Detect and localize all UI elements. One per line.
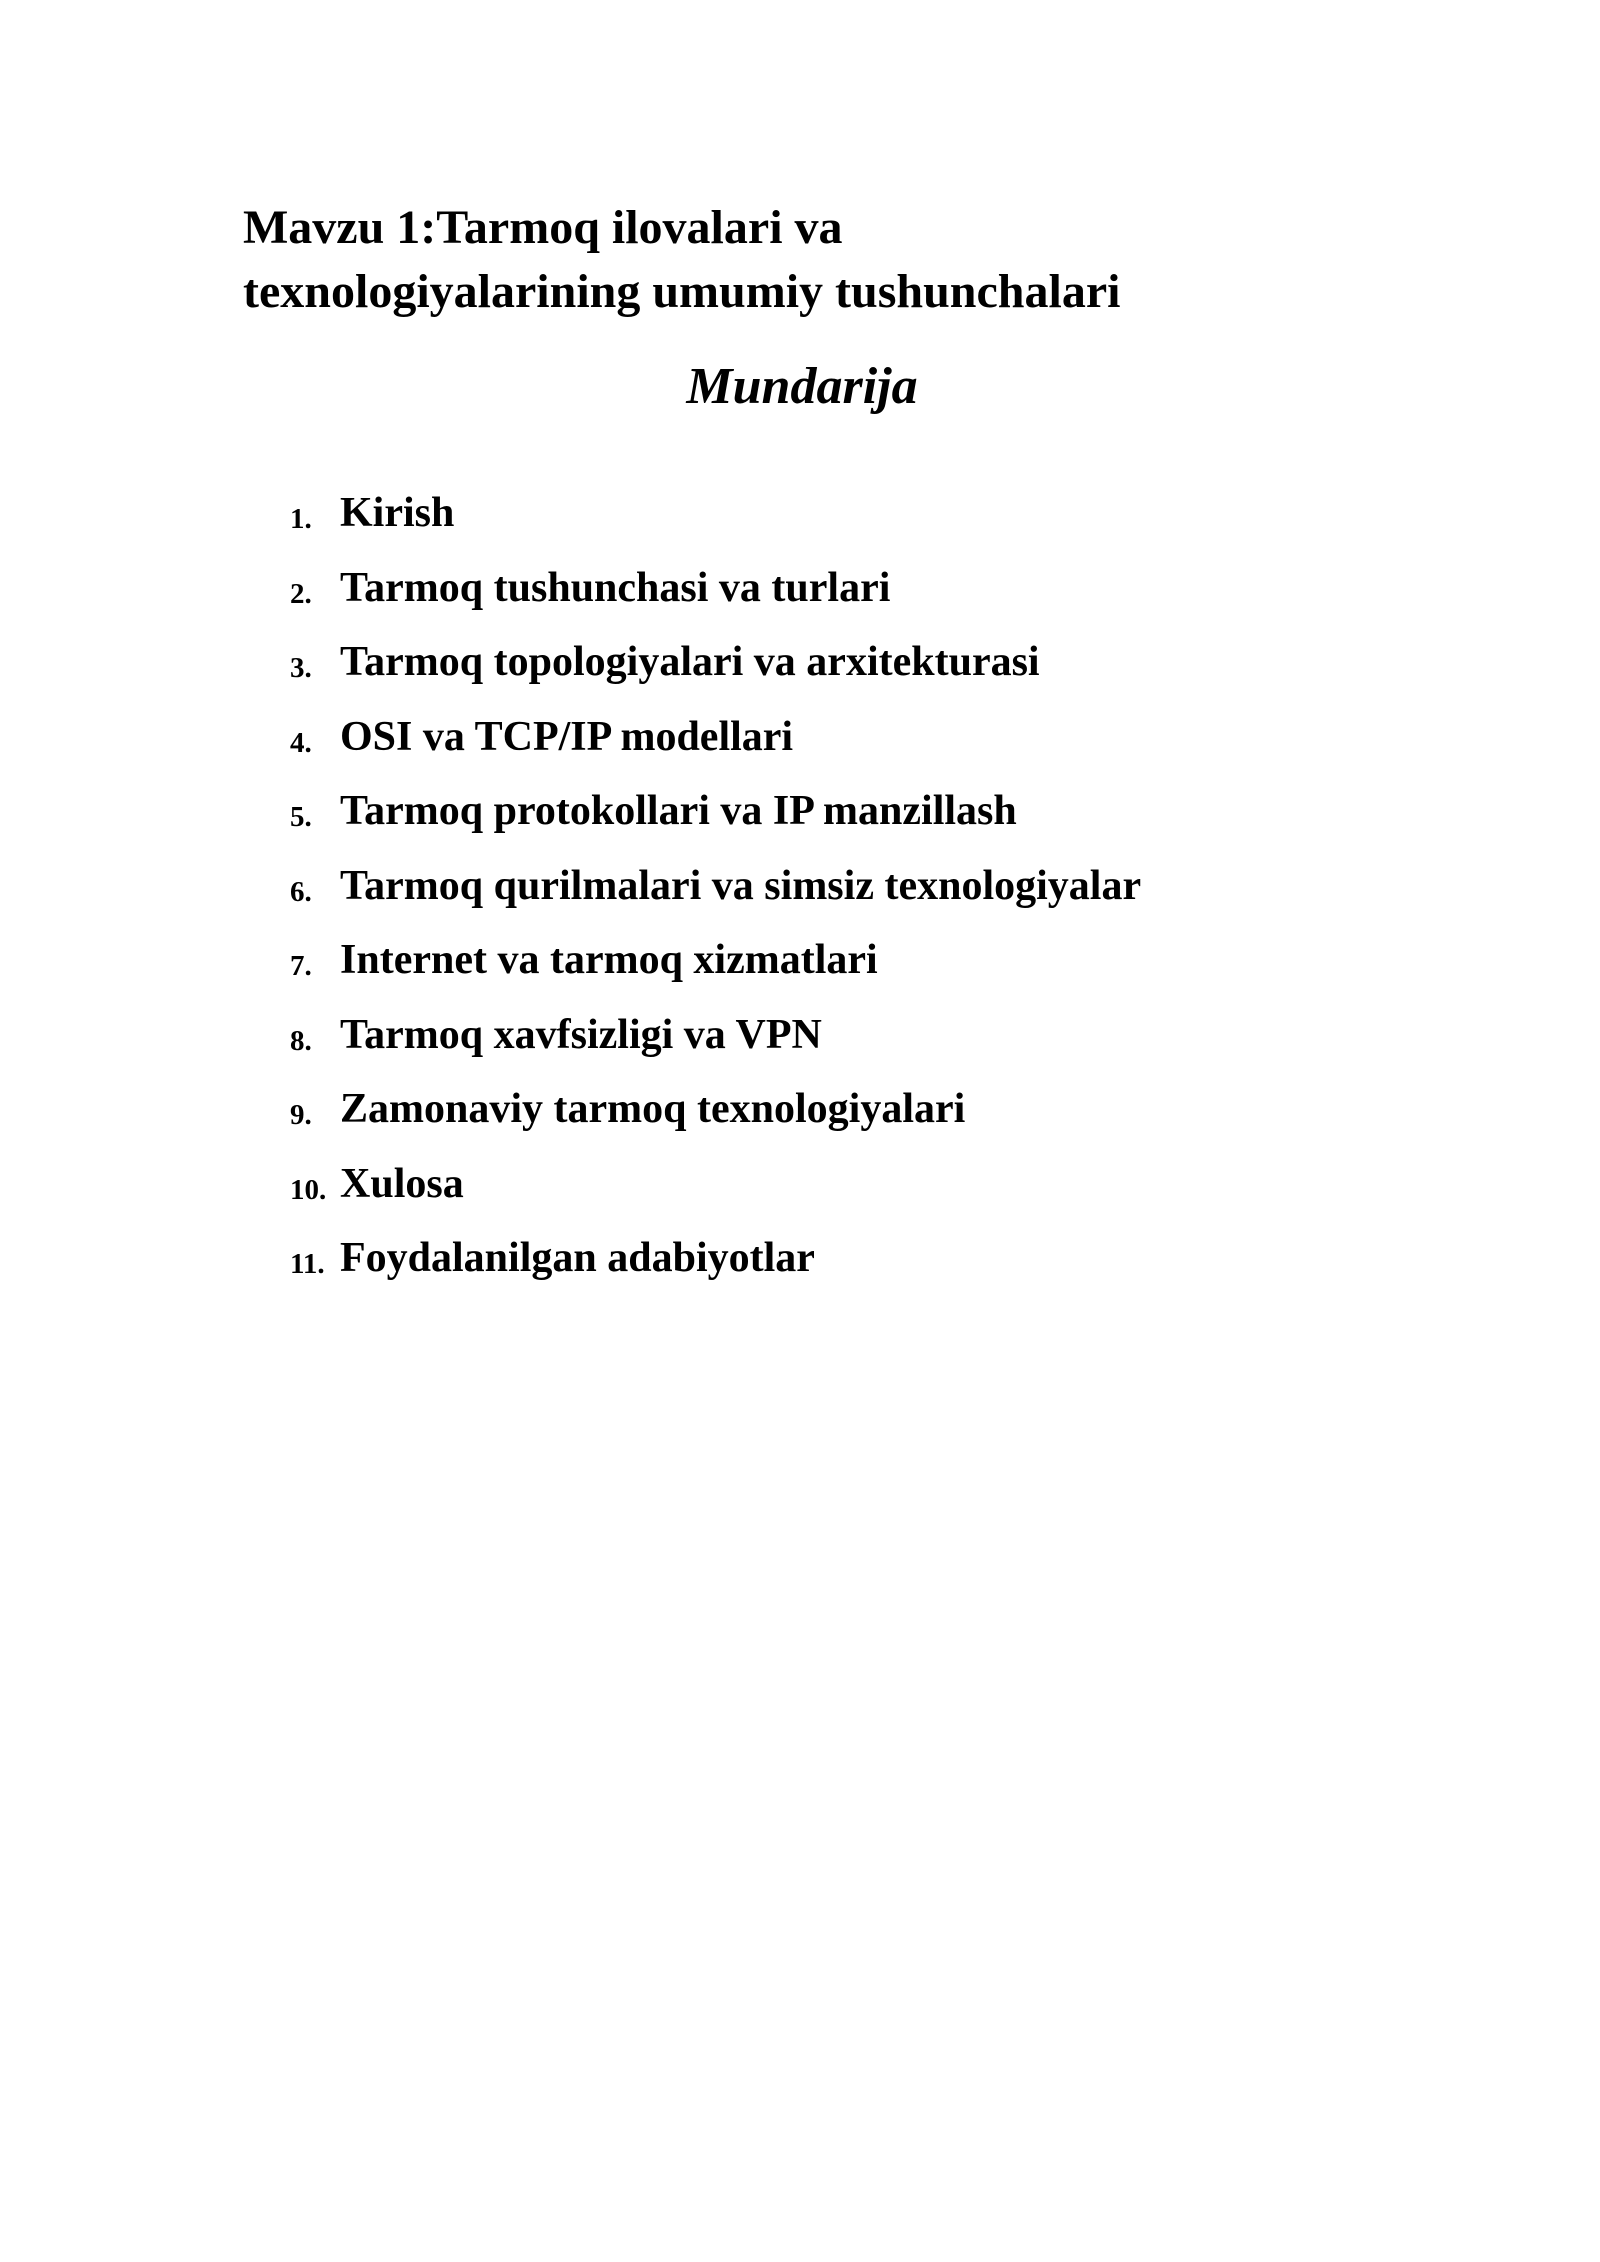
table-of-contents [0, 475, 1600, 1295]
toc-item-2 [0, 550, 1600, 625]
toc-item-3 [0, 624, 1600, 699]
toc-item-label: Tarmoq topologiyalari va arxitekturasi [340, 639, 1040, 685]
toc-item-number: 9. [290, 1099, 312, 1131]
toc-item-4 [0, 699, 1600, 774]
toc-item-number: 8. [290, 1024, 312, 1057]
toc-item-number: 1. [290, 503, 312, 535]
toc-item-label: Zamonaviy tarmoq texnologiyalari [340, 1086, 966, 1132]
toc-item-number: 6. [290, 875, 312, 908]
toc-item-label: Internet va tarmoq xizmatlari [340, 937, 878, 983]
toc-item-8 [0, 997, 1600, 1072]
title-line-1: Mavzu 1:Tarmoq ilovalari va [243, 201, 843, 254]
toc-item-label: Foydalanilgan adabiyotlar [340, 1235, 815, 1281]
toc-item-11 [0, 1220, 1600, 1295]
toc-item-9 [0, 1071, 1600, 1146]
document-title [243, 196, 1393, 324]
toc-item-label: Tarmoq protokollari va IP manzillash [340, 788, 1017, 834]
toc-item-label: Kirish [340, 490, 455, 536]
toc-item-number: 4. [290, 726, 312, 759]
toc-item-10 [0, 1146, 1600, 1221]
toc-heading [0, 355, 1600, 419]
toc-item-number: 5. [290, 801, 312, 833]
toc-item-number: 7. [290, 950, 312, 982]
toc-item-label: Tarmoq qurilmalari va simsiz texnologiyalar [340, 862, 1142, 909]
toc-item-label: Tarmoq xavfsizligi va VPN [340, 1011, 822, 1058]
toc-item-label: OSI va TCP/IP modellari [340, 713, 794, 760]
toc-heading-text: Mundarija [686, 358, 918, 415]
toc-item-number: 2. [290, 577, 312, 610]
toc-item-label: Tarmoq tushunchasi va turlari [340, 564, 891, 611]
toc-item-number: 10. [290, 1173, 327, 1206]
toc-item-number: 3. [290, 652, 312, 684]
toc-item-number: 11. [290, 1248, 325, 1280]
title-line-2: texnologiyalarining umumiy tushunchalari [243, 265, 1121, 318]
toc-item-5 [0, 773, 1600, 848]
toc-item-6 [0, 848, 1600, 923]
toc-item-label: Xulosa [340, 1160, 464, 1207]
toc-item-7 [0, 922, 1600, 997]
toc-item-1 [0, 475, 1600, 550]
